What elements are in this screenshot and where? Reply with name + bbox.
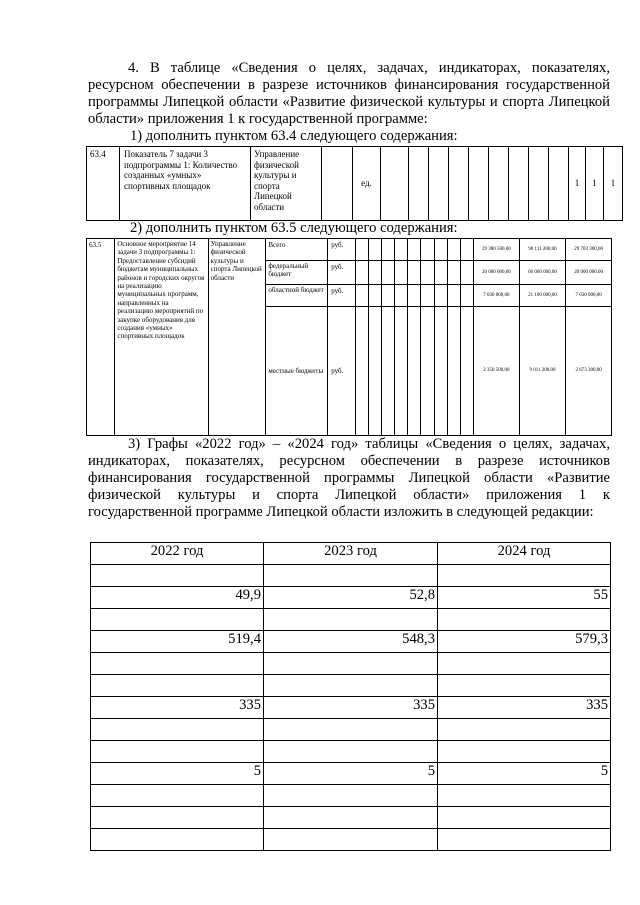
subitem-2: 2) дополнить пунктом 63.5 следующего содержания: — [130, 220, 458, 236]
t1-value-2022: 1 — [569, 147, 586, 221]
table-item-63-5 — [86, 238, 612, 436]
t1-executor: Управление физической культуры и спорта Липецкой области — [251, 147, 322, 221]
t2-unit-local: руб. — [328, 307, 355, 436]
header-2022: 2022 год — [91, 543, 264, 565]
t1-value-2024: 1 — [604, 147, 623, 221]
header-2024: 2024 год — [438, 543, 611, 565]
t1-value-2023: 1 — [586, 147, 604, 221]
cell-r10-2023: 5 — [264, 763, 438, 785]
subitem-1: 1) дополнить пунктом 63.4 следующего содержания: — [130, 128, 458, 144]
t2-source-federal: федеральный бюджет — [266, 261, 328, 285]
t2-regional-2023: 21 100 000,00 — [519, 285, 566, 307]
table-years-2022-2024 — [90, 542, 611, 851]
t2-source-total: Всего — [266, 239, 328, 261]
t2-federal-2024: 20 000 000,00 — [566, 261, 612, 285]
t2-source-regional: областной бюджет — [266, 285, 328, 307]
cell-r4-2023: 548,3 — [264, 631, 438, 653]
t2-total-2022: 29 380 500,00 — [474, 239, 520, 261]
t1-num: 63.4 — [87, 147, 120, 221]
t2-unit-total: руб. — [328, 239, 355, 261]
t2-federal-2023: 60 000 000,00 — [519, 261, 566, 285]
t2-total-2024: 29 703 300,00 — [566, 239, 612, 261]
cell-r4-2024: 579,3 — [438, 631, 611, 653]
t2-event: Основное мероприятие 14 задачи 3 подпрограммы 1: Предоставление субсидий бюджетам муниципальных районов и городских округов на реализацию муниципальных программ, направленных на реализацию мероприятий по закупке оборудования для создания «умных» спортивных площадок — [115, 239, 208, 436]
t2-source-local: местные бюджеты — [266, 307, 328, 436]
cell-r10-2024: 5 — [438, 763, 611, 785]
t2-num: 63.5 — [87, 239, 115, 436]
cell-r2-2023: 52,8 — [264, 587, 438, 609]
paragraph-4: 4. В таблице «Сведения о целях, задачах, индикаторах, показателях, ресурсном обеспечении в разрезе источников финансирования государственной программы Липецкой области «Развитие физической культуры и спорта Липецкой области» приложения 1 к государственной программе: — [88, 60, 610, 127]
t1-indicator: Показатель 7 задачи 3 подпрограммы 1: Количество созданных «умных» спортивных площадок — [120, 147, 251, 221]
cell-r10-2022: 5 — [91, 763, 264, 785]
cell-r7-2022: 335 — [91, 697, 264, 719]
t2-executor: Управление физической культуры и спорта Липецкой области — [208, 239, 266, 436]
t2-unit-federal: руб. — [328, 261, 355, 285]
t2-local-2022: 2 350 500,00 — [474, 307, 520, 436]
cell-r7-2024: 335 — [438, 697, 611, 719]
t2-total-2023: 90 111 200,00 — [519, 239, 566, 261]
cell-r2-2024: 55 — [438, 587, 611, 609]
cell-r2-2022: 49,9 — [91, 587, 264, 609]
t2-local-2024: 2 673 300,00 — [566, 307, 612, 436]
cell-r7-2023: 335 — [264, 697, 438, 719]
t2-local-2023: 9 011 200,00 — [519, 307, 566, 436]
paragraph-3: 3) Графы «2022 год» – «2024 год» таблицы «Сведения о целях, задачах, индикаторах, показателях, ресурсном обеспечении в разрезе источников финансирования государственной программы Липецкой области «Развитие физической культуры и спорта Липецкой области» приложения 1 к государственной программе Липецкой области изложить в следующей редакции: — [88, 436, 610, 520]
t2-regional-2024: 7 030 000,00 — [566, 285, 612, 307]
cell-r4-2022: 519,4 — [91, 631, 264, 653]
table-item-63-4 — [86, 146, 623, 221]
t2-federal-2022: 20 000 000,00 — [474, 261, 520, 285]
t1-unit: ед. — [353, 147, 381, 221]
t2-regional-2022: 7 030 000,00 — [474, 285, 520, 307]
header-2023: 2023 год — [264, 543, 438, 565]
t2-unit-regional: руб. — [328, 285, 355, 307]
